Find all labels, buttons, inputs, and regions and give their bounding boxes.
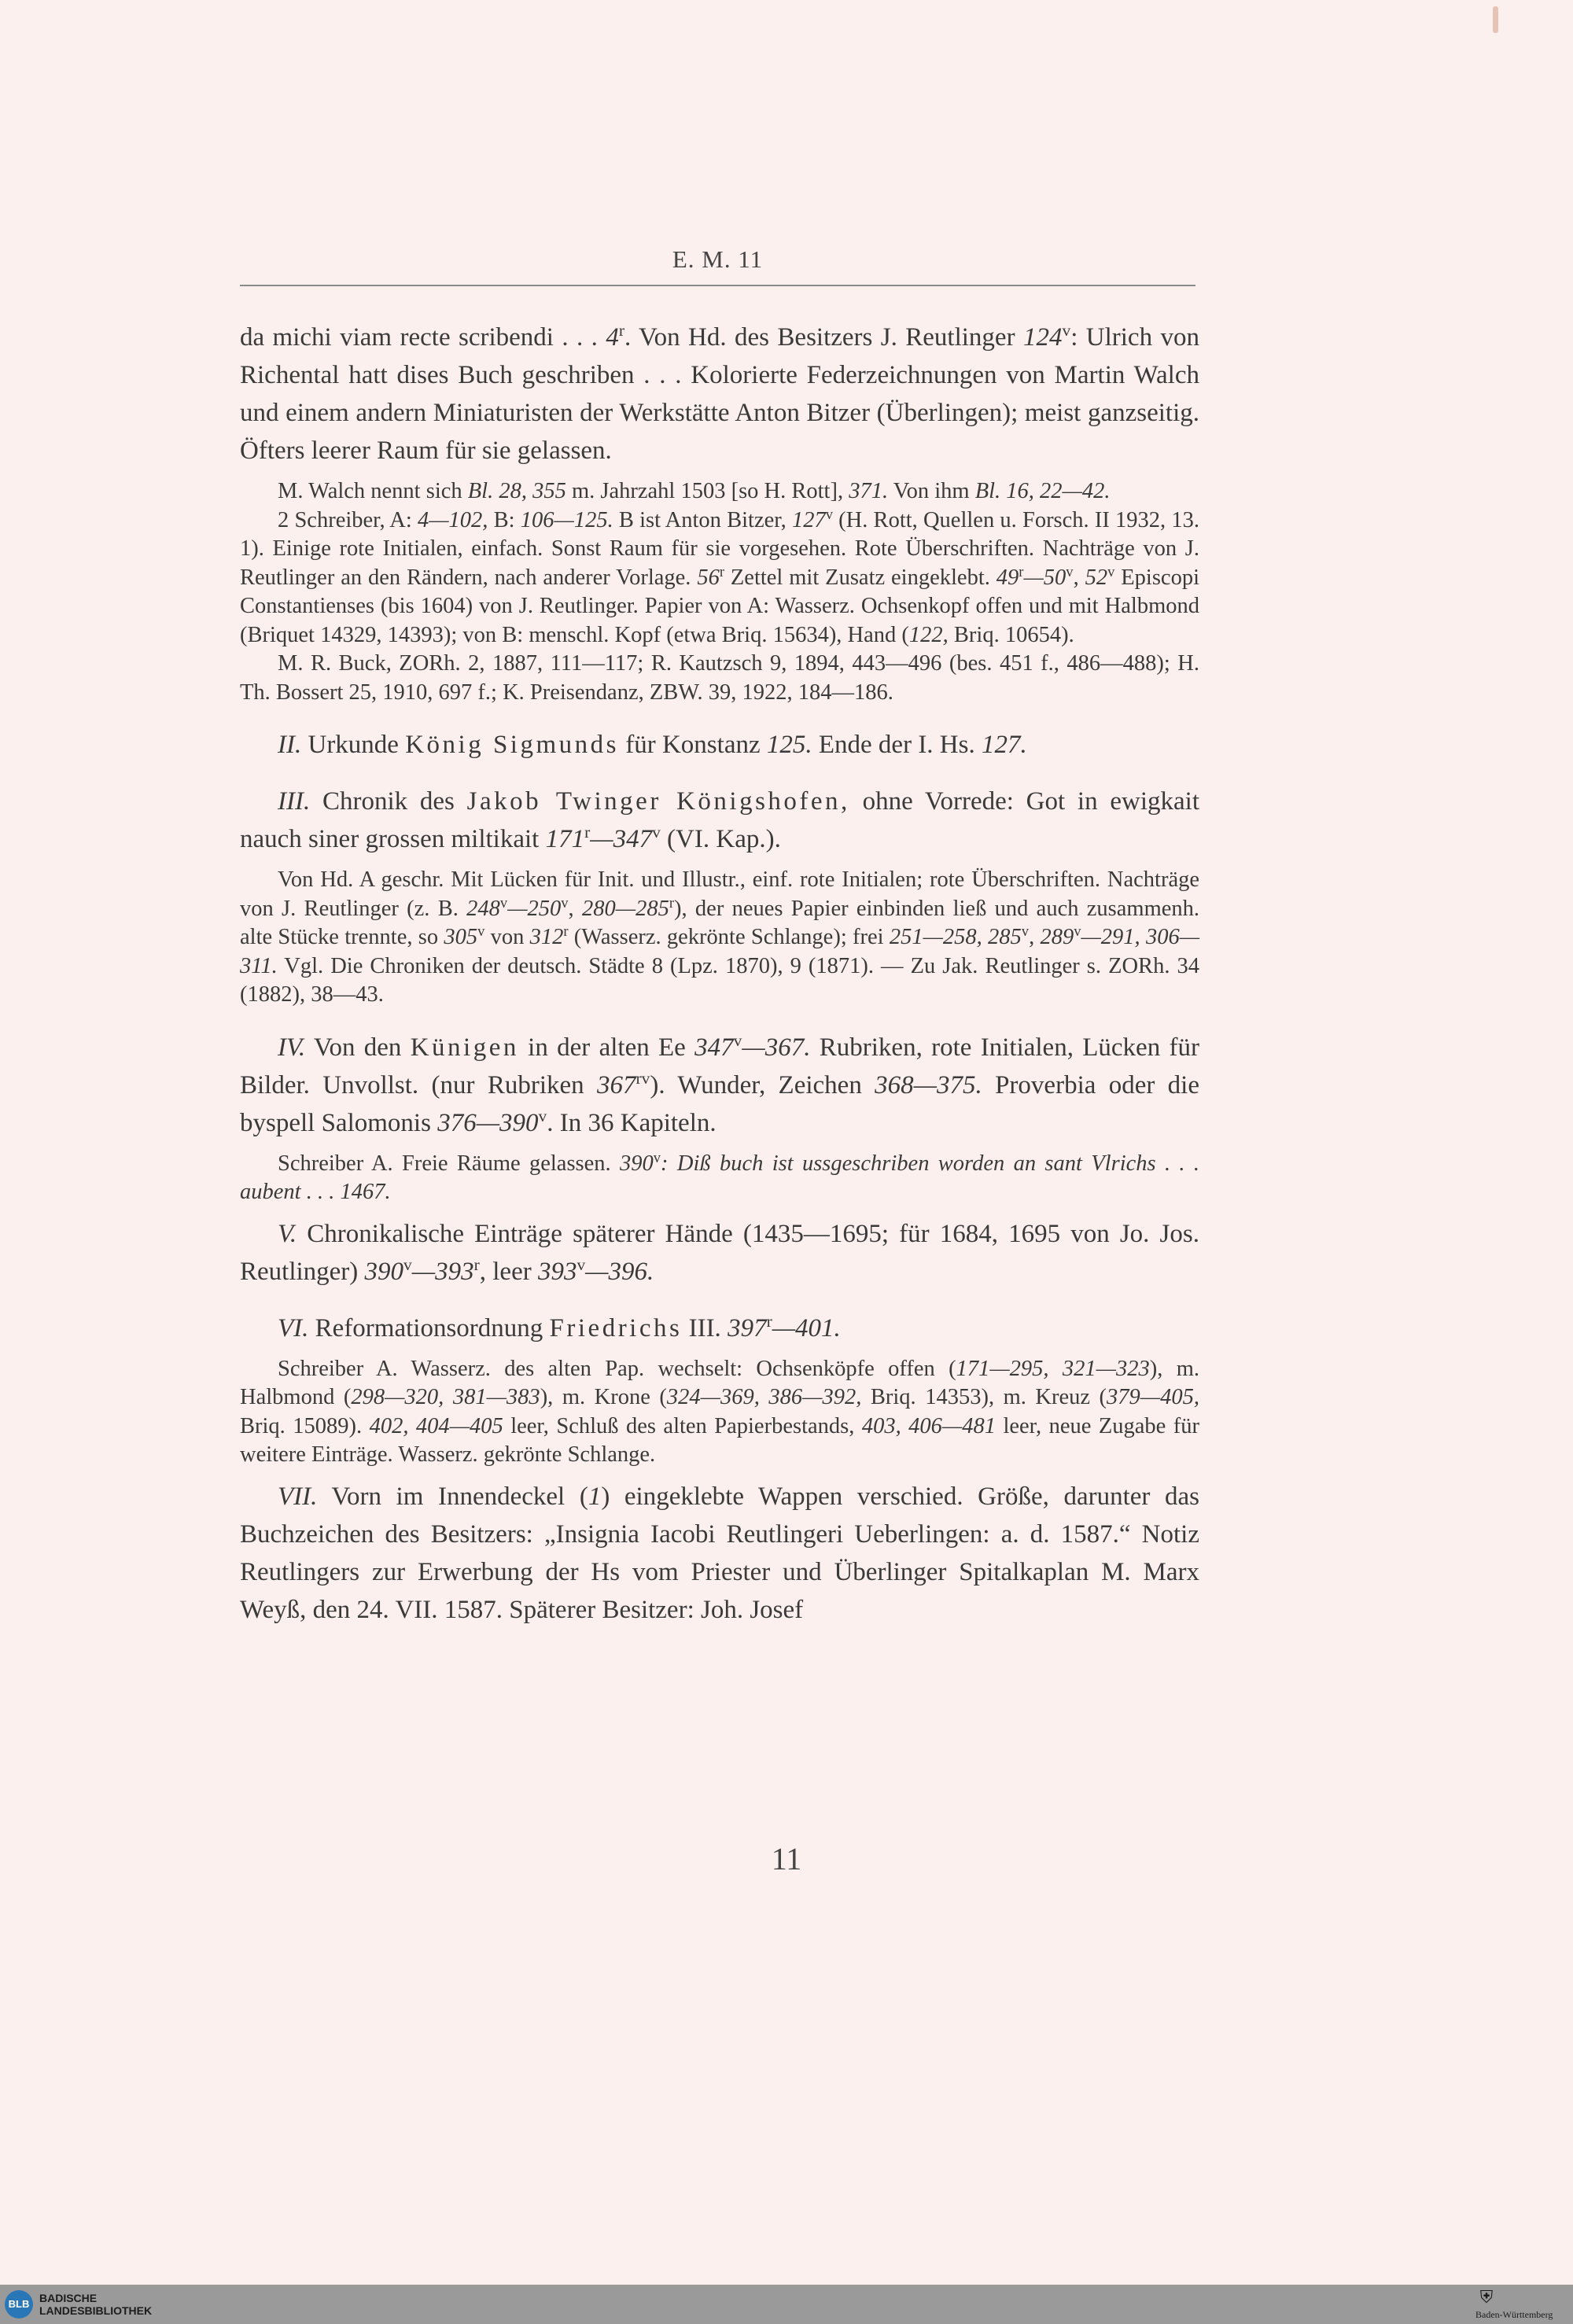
text-run: M. Walch nennt sich — [278, 479, 468, 503]
folio-ref: 403, 406—481 — [861, 1413, 996, 1438]
note-hand-a — [240, 866, 1199, 1010]
folio-ref: 397 — [728, 1313, 767, 1342]
folio-ref: 127 — [791, 507, 826, 532]
text-run: (VI. Kap.). — [660, 825, 781, 853]
text-run: Schreiber A. Freie Räume gelassen. — [278, 1151, 621, 1176]
text-run: M. R. Buck, ZORh. 2, 1887, 111—117; R. Kautzsch 9, 1894, 443—496 (bes. 451 f., 486—488); H. Th. Bossert 25, 1910, 697 f.; K. Preisendanz, ZBW. 39, 1922, 184—186. — [240, 651, 1199, 705]
text-run: , — [1029, 925, 1041, 949]
state-name: Baden-Württemberg — [1475, 2309, 1553, 2320]
folio-side: r — [584, 823, 591, 842]
folio-ref: 4 — [606, 323, 619, 352]
text-run: ), m. Halbmond ( — [240, 1356, 1199, 1409]
folio-ref: 298—320, 381—383 — [351, 1385, 540, 1409]
text-run: . In 36 Kapiteln. — [547, 1108, 717, 1137]
text-run: , — [1073, 565, 1085, 590]
text-run: Briq. 15089). — [240, 1413, 370, 1438]
folio-ref: 127. — [981, 731, 1027, 759]
text-run: Briq. 10654). — [948, 622, 1074, 647]
library-footer-bar — [0, 2285, 1573, 2324]
text-run: Zettel mit Zusatz eingeklebt. — [724, 565, 996, 590]
folio-ref: 305 — [444, 925, 478, 949]
folio-side: v — [653, 1149, 661, 1166]
folio-ref: —393 — [411, 1257, 474, 1286]
folio-ref: 368—375. — [875, 1070, 982, 1099]
text-run: . Von Hd. des Besitzers J. Reutlinger — [624, 323, 1023, 352]
note-literature — [240, 650, 1199, 707]
text-run: B: — [488, 507, 521, 532]
text-run: , — [568, 896, 582, 921]
text-run: ) eingeklebte Wappen verschied. Größe, darunter das Buchzeichen des Besitzers: „Insignia Iacobi Reutlingeri Ueberlingen: a. d. 1587.“ Notiz Reutlingers zur Erwerbung der Hs vom Priester und Überlinger Spitalkaplan M. Marx Weyß, den 24. VII. 1587. Späterer Besitzer: Joh. Josef — [240, 1482, 1199, 1624]
folio-ref: 371. — [849, 479, 889, 503]
folio-side: v — [825, 506, 833, 523]
text-run: 2 Schreiber, A: — [278, 507, 418, 532]
folio-side: v — [577, 1254, 586, 1274]
text-run: leer, Schluß des alten Papierbestands, — [503, 1413, 862, 1438]
folio-ref: —291, 306—311. — [240, 925, 1200, 978]
section-numeral: VII. — [278, 1482, 318, 1511]
folio-ref: 56 — [697, 565, 720, 590]
folio-side: r — [473, 1254, 480, 1274]
folio-ref: 324—369, 386—392, — [666, 1385, 862, 1409]
section-iv — [240, 1029, 1199, 1142]
folio-side: v — [477, 923, 485, 940]
text-run: Von ihm — [888, 479, 975, 503]
section-v — [240, 1215, 1199, 1291]
library-name-line: BADISCHE — [39, 2292, 98, 2304]
folio-ref: 312 — [529, 925, 564, 949]
folio-side: v — [1107, 563, 1115, 580]
text-run: ), der neues Papier einbinden ließ und auch zusammenh. alte Stücke trennte, so — [240, 896, 1200, 949]
text-run: Briq. 14353), m. Kreuz ( — [861, 1385, 1107, 1409]
folio-ref: 125. — [766, 731, 812, 759]
text-run: Chronikalische Einträge späterer Hände (1435—1695; für 1684, 1695 von Jo. Jos. Reutlinger) — [240, 1219, 1199, 1286]
folio-ref: 106—125. — [520, 507, 613, 532]
spaced-name: Friedrichs — [549, 1313, 683, 1342]
text-run: Vorn im Innendeckel ( — [317, 1482, 588, 1511]
text-run: von — [484, 925, 530, 949]
folio-ref: —367. — [742, 1033, 811, 1062]
coat-of-arms-icon: ⛨ — [1479, 2288, 1494, 2307]
page-edge-mark — [1493, 6, 1498, 33]
folio-ref: 122, — [908, 622, 949, 647]
folio-ref: 1 — [588, 1482, 602, 1511]
folio-side: v — [1062, 321, 1071, 341]
note-watermarks — [240, 1355, 1199, 1470]
colophon-quote: : Diß buch ist ussgeschriben worden an sant Vlrichs . . . aubent . . . 1467. — [240, 1151, 1200, 1204]
text-run: Schreiber A. Wasserz. des alten Pap. wechselt: Ochsenköpfe offen ( — [278, 1356, 956, 1381]
text-run: Von Hd. A geschr. Mit Lücken für Init. und Illustr., einf. rote Initialen; rote Überschriften. Nachträge von J. Reutlinger (z. B. — [240, 867, 1199, 921]
text-run: Proverbia oder die byspell Salomonis — [240, 1070, 1199, 1137]
section-numeral: VI. — [278, 1313, 309, 1342]
text-run: , leer — [479, 1257, 538, 1286]
text-run: Vgl. Die Chroniken der deutsch. Städte 8 (Lpz. 1870), 9 (1871). — Zu Jak. Reutlinger s. ZORh. 34 (1882), 38—43. — [240, 953, 1199, 1007]
section-numeral: V. — [278, 1219, 297, 1248]
text-run: III. — [682, 1313, 728, 1342]
folio-side: v — [403, 1254, 412, 1274]
text-run: : Ulrich von Richental hatt dises Buch geschriben . . . Kolorierte Federzeichnungen von Martin Walch und einem andern Miniaturisten der Werkstätte Anton Bitzer (Überlingen); meist ganzseitig. Öfters leerer Raum für sie gelassen. — [240, 323, 1199, 465]
folio-ref: 4—102, — [417, 507, 488, 532]
text-run: Chronik des — [310, 787, 467, 816]
folio-ref: 251—258, 285 — [889, 925, 1022, 949]
section-numeral: III. — [278, 787, 311, 816]
section-ii — [240, 726, 1199, 764]
text-run: m. Jahrzahl 1503 [so H. Rott], — [565, 479, 849, 503]
text-run: B ist Anton Bitzer, — [613, 507, 792, 532]
text-run: Reformationsordnung — [308, 1313, 550, 1342]
folio-ref: 280—285 — [581, 896, 669, 921]
folio-ref: 171—295, 321—323 — [956, 1356, 1150, 1381]
folio-side: r — [563, 923, 569, 940]
section-iii — [240, 783, 1199, 858]
folio-ref: 347 — [694, 1033, 734, 1062]
spaced-name: Jakob Twinger Königshofen, — [466, 787, 850, 816]
section-numeral: IV. — [278, 1033, 306, 1062]
folio-side: rv — [635, 1068, 650, 1088]
text-run: leer, neue Zugabe für weitere Einträge. Wasserz. gekrönte Schlange. — [240, 1413, 1199, 1467]
folio-ref: —396. — [585, 1257, 654, 1286]
blb-logo[interactable]: BLB — [5, 2290, 33, 2318]
section-vi — [240, 1309, 1199, 1347]
folio-side: v — [652, 823, 661, 842]
library-name-line: LANDESBIBLIOTHEK — [39, 2304, 153, 2317]
note-walch — [240, 477, 1199, 506]
folio-ref: Bl. 28, 355 — [467, 479, 566, 503]
folio-side: v — [1021, 923, 1030, 940]
folio-ref: 124 — [1022, 323, 1063, 352]
spaced-name: König Sigmunds — [405, 731, 619, 759]
folio-ref: 52 — [1085, 565, 1108, 590]
folio-side: r — [1019, 563, 1024, 580]
folio-ref: —250 — [507, 896, 562, 921]
section-vii — [240, 1478, 1199, 1629]
text-run: Episcopi Constantienses (bis 1604) von J. Reutlinger. Papier von A: Wasserz. Ochsenkopf offen und mit Halbmond (Briquet 14329, 14393); von B: menschl. Kopf (etwa Briq. 15634), Hand ( — [240, 565, 1199, 647]
text-run: Urkunde — [301, 731, 406, 759]
note-scribes — [240, 506, 1199, 650]
text-run: Rubriken, rote Initialen, Lücken für Bilder. Unvollst. (nur Rubriken — [240, 1033, 1199, 1099]
text-run: ohne Vorrede: Got in ewigkait nauch siner grossen miltikait — [240, 787, 1199, 853]
folio-side: v — [1066, 563, 1074, 580]
folio-ref: 390 — [364, 1257, 404, 1286]
folio-ref: 379—405, — [1107, 1385, 1200, 1409]
note-scribe-a — [240, 1150, 1199, 1207]
folio-side: r — [618, 321, 624, 341]
folio-ref: —50 — [1023, 565, 1066, 590]
folio-ref: 367 — [596, 1070, 636, 1099]
text-run: ). Wunder, Zeichen — [650, 1070, 875, 1099]
text-run: da michi viam recte scribendi . . . — [240, 323, 606, 352]
text-run: Ende der I. Hs. — [812, 731, 982, 759]
folio-side: v — [1074, 923, 1081, 940]
section-numeral: II. — [278, 731, 302, 759]
folio-side: v — [499, 894, 508, 912]
folio-ref: 402, 404—405 — [369, 1413, 503, 1438]
folio-ref: 49 — [996, 565, 1019, 590]
text-run: (Wasserz. gekrönte Schlange); frei — [568, 925, 890, 949]
folio-side: r — [669, 894, 674, 912]
library-name — [39, 2292, 152, 2317]
main-text — [240, 319, 1199, 1629]
folio-side: v — [538, 1106, 547, 1125]
text-run: Von den — [305, 1033, 411, 1062]
text-run: ), m. Krone ( — [540, 1385, 667, 1409]
folio-ref: 289 — [1040, 925, 1074, 949]
folio-ref: —401. — [772, 1313, 841, 1342]
header-rule — [240, 285, 1195, 286]
folio-side: r — [766, 1311, 772, 1331]
folio-ref: —347 — [590, 825, 653, 853]
page-number: 11 — [771, 1841, 802, 1877]
folio-ref: 171 — [545, 825, 585, 853]
folio-ref: 248 — [466, 896, 500, 921]
running-header: E. M. 11 — [672, 245, 764, 273]
text-run: in der alten Ee — [518, 1033, 695, 1062]
folio-ref: 376—390 — [437, 1108, 539, 1137]
paragraph-continuation — [240, 319, 1199, 470]
folio-side: r — [719, 563, 724, 580]
text-run: (H. Rott, Quellen u. Forsch. II 1932, 13. 1). Einige rote Initialen, einfach. Sonst Raum für sie vorgesehen. Rote Überschriften. Nachträge von J. Reutlinger an den Rändern, nach anderer Vorlage. — [240, 507, 1199, 590]
text-run: für Konstanz — [619, 731, 767, 759]
spaced-name: Künigen — [410, 1033, 519, 1062]
folio-ref: 393 — [537, 1257, 577, 1286]
folio-ref: 390 — [620, 1151, 654, 1176]
folio-side: v — [733, 1030, 742, 1050]
folio-side: v — [561, 894, 569, 912]
folio-ref: Bl. 16, 22—42. — [974, 479, 1111, 503]
